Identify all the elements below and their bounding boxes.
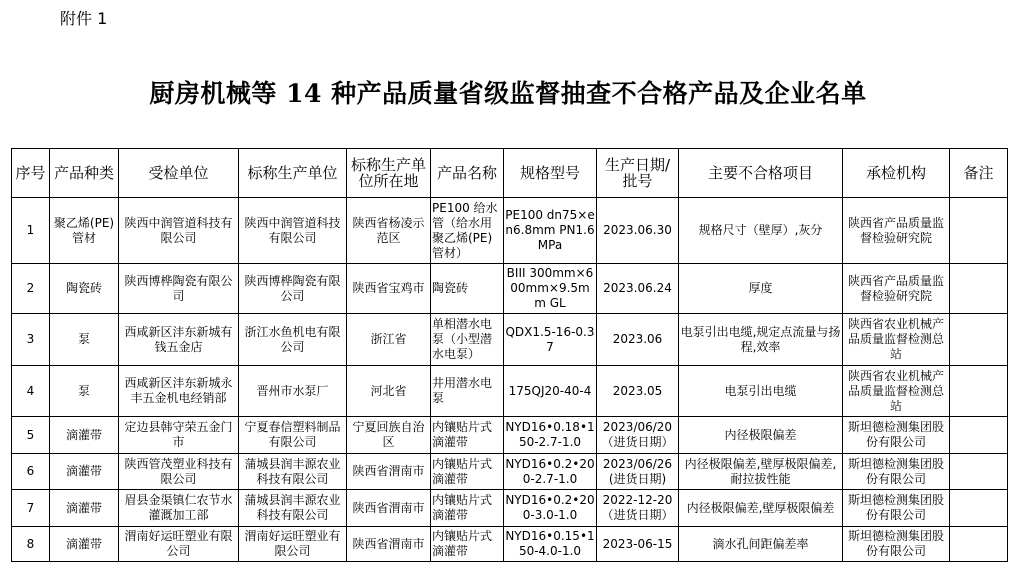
cell-production-date-batch: 2023/06/26(进货日期) xyxy=(597,454,679,490)
cell-serial-no: 7 xyxy=(12,490,50,527)
cell-main-unqualified-items: 规格尺寸（壁厚）,灰分 xyxy=(679,198,843,264)
cell-specification-model: NYD16•0.18•150-2.7-1.0 xyxy=(504,417,597,454)
cell-nominal-manufacturer: 陕西博桦陶瓷有限公司 xyxy=(239,264,347,314)
cell-inspected-unit: 西咸新区沣东新城永丰五金机电经销部 xyxy=(119,366,239,417)
cell-manufacturer-location: 陕西省宝鸡市 xyxy=(347,264,431,314)
cell-remarks xyxy=(950,454,1008,490)
header-serial-no: 序号 xyxy=(12,149,50,198)
cell-production-date-batch: 2022-12-20（进货日期） xyxy=(597,490,679,527)
document-title: 厨房机械等 14 种产品质量省级监督抽查不合格产品及企业名单 xyxy=(149,79,867,108)
cell-product-name: 内镶贴片式滴灌带 xyxy=(431,490,504,527)
cell-manufacturer-location: 陕西省渭南市 xyxy=(347,454,431,490)
cell-testing-institution: 陕西省产品质量监督检验研究院 xyxy=(843,198,950,264)
cell-nominal-manufacturer: 陕西中润管道科技有限公司 xyxy=(239,198,347,264)
header-remarks: 备注 xyxy=(950,149,1008,198)
attachment-label: 附件 1 xyxy=(60,9,108,28)
cell-main-unqualified-items: 厚度 xyxy=(679,264,843,314)
table-row xyxy=(12,490,1008,527)
table-row xyxy=(12,454,1008,490)
table-row xyxy=(12,314,1008,366)
cell-manufacturer-location: 陕西省渭南市 xyxy=(347,490,431,527)
cell-serial-no: 3 xyxy=(12,314,50,366)
cell-manufacturer-location: 河北省 xyxy=(347,366,431,417)
cell-production-date-batch: 2023.05 xyxy=(597,366,679,417)
cell-product-category: 泵 xyxy=(50,314,119,366)
cell-inspected-unit: 渭南好运旺塑业有限公司 xyxy=(119,527,239,562)
cell-production-date-batch: 2023.06 xyxy=(597,314,679,366)
cell-production-date-batch: 2023.06.24 xyxy=(597,264,679,314)
cell-serial-no: 6 xyxy=(12,454,50,490)
cell-nominal-manufacturer: 晋州市水泵厂 xyxy=(239,366,347,417)
cell-serial-no: 2 xyxy=(12,264,50,314)
cell-product-name: PE100 给水管（给水用聚乙烯(PE)管材） xyxy=(431,198,504,264)
cell-product-name: 内镶贴片式滴灌带 xyxy=(431,454,504,490)
cell-main-unqualified-items: 内径极限偏差 xyxy=(679,417,843,454)
cell-nominal-manufacturer: 蒲城县润丰源农业科技有限公司 xyxy=(239,454,347,490)
table-row xyxy=(12,366,1008,417)
cell-product-category: 陶瓷砖 xyxy=(50,264,119,314)
table-row xyxy=(12,527,1008,562)
cell-serial-no: 4 xyxy=(12,366,50,417)
cell-product-category: 滴灌带 xyxy=(50,527,119,562)
cell-product-category: 滴灌带 xyxy=(50,490,119,527)
cell-nominal-manufacturer: 宁夏春信塑料制品有限公司 xyxy=(239,417,347,454)
header-main-unqualified-items: 主要不合格项目 xyxy=(679,149,843,198)
cell-inspected-unit: 陕西博桦陶瓷有限公司 xyxy=(119,264,239,314)
cell-product-category: 泵 xyxy=(50,366,119,417)
cell-product-name: 单相潜水电泵（小型潜水电泵） xyxy=(431,314,504,366)
cell-testing-institution: 斯坦德检测集团股份有限公司 xyxy=(843,454,950,490)
cell-main-unqualified-items: 电泵引出电缆 xyxy=(679,366,843,417)
cell-manufacturer-location: 浙江省 xyxy=(347,314,431,366)
cell-remarks xyxy=(950,527,1008,562)
header-manufacturer-location: 标称生产单位所在地 xyxy=(347,149,431,198)
cell-production-date-batch: 2023/06/20（进货日期） xyxy=(597,417,679,454)
cell-main-unqualified-items: 内径极限偏差,壁厚极限偏差,耐拉拔性能 xyxy=(679,454,843,490)
cell-manufacturer-location: 陕西省渭南市 xyxy=(347,527,431,562)
cell-remarks xyxy=(950,490,1008,527)
cell-product-category: 滴灌带 xyxy=(50,454,119,490)
header-specification-model: 规格型号 xyxy=(504,149,597,198)
cell-specification-model: QDX1.5-16-0.37 xyxy=(504,314,597,366)
cell-product-category: 聚乙烯(PE)管材 xyxy=(50,198,119,264)
cell-product-category: 滴灌带 xyxy=(50,417,119,454)
cell-production-date-batch: 2023.06.30 xyxy=(597,198,679,264)
table-row xyxy=(12,198,1008,264)
cell-inspected-unit: 陕西管茂塑业科技有限公司 xyxy=(119,454,239,490)
cell-testing-institution: 斯坦德检测集团股份有限公司 xyxy=(843,490,950,527)
cell-product-name: 内镶贴片式滴灌带 xyxy=(431,417,504,454)
cell-serial-no: 8 xyxy=(12,527,50,562)
cell-testing-institution: 斯坦德检测集团股份有限公司 xyxy=(843,417,950,454)
cell-testing-institution: 陕西省农业机械产品质量监督检测总站 xyxy=(843,366,950,417)
cell-remarks xyxy=(950,366,1008,417)
header-row xyxy=(12,149,1008,198)
cell-specification-model: NYD16•0.2•200-2.7-1.0 xyxy=(504,454,597,490)
cell-inspected-unit: 陕西中润管道科技有限公司 xyxy=(119,198,239,264)
cell-main-unqualified-items: 内径极限偏差,壁厚极限偏差 xyxy=(679,490,843,527)
cell-remarks xyxy=(950,264,1008,314)
cell-specification-model: BIII 300mm×600mm×9.5mm GL xyxy=(504,264,597,314)
cell-nominal-manufacturer: 浙江水鱼机电有限公司 xyxy=(239,314,347,366)
cell-inspected-unit: 眉县金渠镇仁农节水灌溉加工部 xyxy=(119,490,239,527)
header-production-date-batch: 生产日期/批号 xyxy=(597,149,679,198)
table-row xyxy=(12,264,1008,314)
cell-specification-model: NYD16•0.15•150-4.0-1.0 xyxy=(504,527,597,562)
cell-inspected-unit: 定边县韩守荣五金门市 xyxy=(119,417,239,454)
cell-nominal-manufacturer: 渭南好运旺塑业有限公司 xyxy=(239,527,347,562)
cell-specification-model: 175QJ20-40-4 xyxy=(504,366,597,417)
cell-production-date-batch: 2023-06-15 xyxy=(597,527,679,562)
header-product-category: 产品种类 xyxy=(50,149,119,198)
cell-nominal-manufacturer: 蒲城县润丰源农业科技有限公司 xyxy=(239,490,347,527)
header-inspected-unit: 受检单位 xyxy=(119,149,239,198)
cell-serial-no: 1 xyxy=(12,198,50,264)
cell-product-name: 内镶贴片式滴灌带 xyxy=(431,527,504,562)
cell-remarks xyxy=(950,198,1008,264)
header-product-name: 产品名称 xyxy=(431,149,504,198)
cell-main-unqualified-items: 滴水孔间距偏差率 xyxy=(679,527,843,562)
cell-inspected-unit: 西咸新区沣东新城有钱五金店 xyxy=(119,314,239,366)
unqualified-products-table xyxy=(11,148,1008,562)
header-nominal-manufacturer: 标称生产单位 xyxy=(239,149,347,198)
cell-product-name: 陶瓷砖 xyxy=(431,264,504,314)
cell-testing-institution: 陕西省产品质量监督检验研究院 xyxy=(843,264,950,314)
cell-remarks xyxy=(950,314,1008,366)
cell-testing-institution: 陕西省农业机械产品质量监督检测总站 xyxy=(843,314,950,366)
cell-main-unqualified-items: 电泵引出电缆,规定点流量与扬程,效率 xyxy=(679,314,843,366)
cell-testing-institution: 斯坦德检测集团股份有限公司 xyxy=(843,527,950,562)
cell-product-name: 井用潜水电泵 xyxy=(431,366,504,417)
header-testing-institution: 承检机构 xyxy=(843,149,950,198)
cell-manufacturer-location: 宁夏回族自治区 xyxy=(347,417,431,454)
cell-serial-no: 5 xyxy=(12,417,50,454)
table-row xyxy=(12,417,1008,454)
cell-manufacturer-location: 陕西省杨凌示范区 xyxy=(347,198,431,264)
cell-specification-model: NYD16•0.2•200-3.0-1.0 xyxy=(504,490,597,527)
cell-specification-model: PE100 dn75×en6.8mm PN1.6MPa xyxy=(504,198,597,264)
cell-remarks xyxy=(950,417,1008,454)
